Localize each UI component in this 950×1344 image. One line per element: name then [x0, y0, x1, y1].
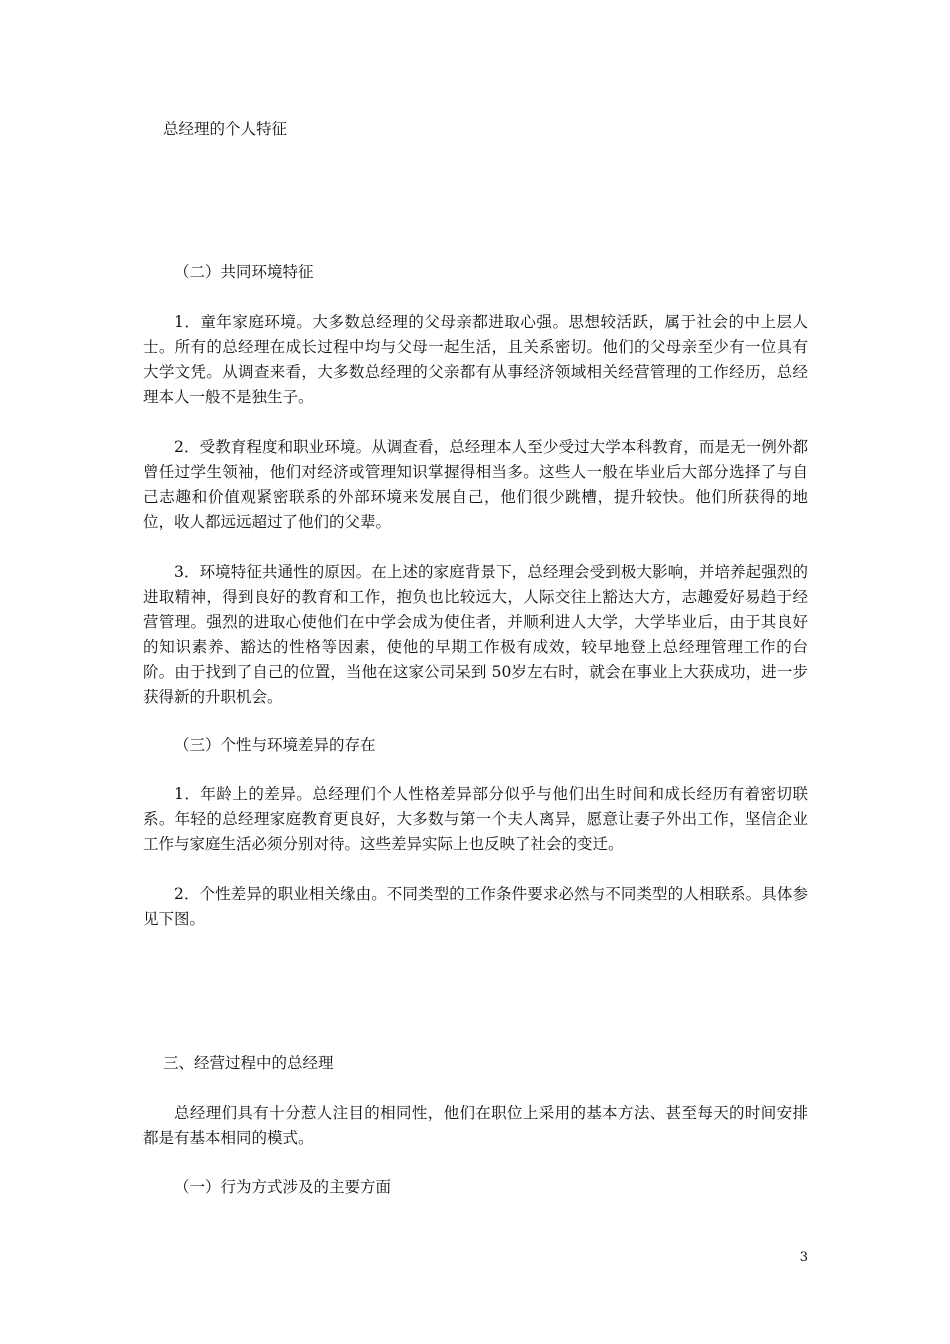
part-heading-management-process: 三、经营过程中的总经理: [163, 1054, 334, 1072]
page-number: 3: [799, 1250, 808, 1265]
section-heading-common-environment: （二）共同环境特征: [174, 263, 314, 281]
subsection-heading-behavior: （一）行为方式涉及的主要方面: [174, 1178, 392, 1196]
paragraph-education-career: 2．受教育程度和职业环境。从调查看，总经理本人至少受过大学本科教育，而是无一例外都曾任过学生领袖，他们对经济或管理知识掌握得相当多。这些人一般在毕业后大部分选择了与自己志趣和价值观紧密联系的外部环境来发展自己，他们很少跳槽，提升较快。他们所获得的地位，收人都远远超过了他们的父辈。: [143, 438, 808, 531]
paragraph-career-differences: 2．个性差异的职业相关缘由。不同类型的工作条件要求必然与不同类型的人相联系。具体参见下图。: [143, 885, 808, 928]
figure-caption: 总经理的个人特征: [163, 120, 288, 138]
paragraph-childhood-family: 1．童年家庭环境。大多数总经理的父母亲都进取心强。思想较活跃，属于社会的中上层人士。所有的总经理在成长过程中均与父母一起生活，且关系密切。他们的父母亲至少有一位具有大学文凭。从调查来看，大多数总经理的父亲都有从事经济领域相关经营管理的工作经历，总经理本人一般不是独生子。: [143, 313, 808, 406]
section-heading-differences: （三）个性与环境差异的存在: [174, 736, 376, 754]
paragraph-common-patterns: 总经理们具有十分惹人注目的相同性，他们在职位上采用的基本方法、甚至每天的时间安排都是有基本相同的模式。: [143, 1104, 808, 1147]
paragraph-environment-reasons: 3．环境特征共通性的原因。在上述的家庭背景下，总经理会受到极大影响，并培养起强烈的进取精神，得到良好的教育和工作，抱负也比较远大，人际交往上豁达大方，志趣爱好易趋于经营管理。强烈的进取心使他们在中学会成为使住者，并顺利进人大学，大学毕业后，由于其良好的知识素养、豁达的性格等因素，使他的早期工作极有成效，较早地登上总经理管理工作的台阶。由于找到了自己的位置，当他在这家公司呆到 50岁左右时，就会在事业上大获成功，进一步获得新的升职机会。: [143, 563, 808, 706]
paragraph-age-differences: 1．年龄上的差异。总经理们个人性格差异部分似乎与他们出生时间和成长经历有着密切联系。年轻的总经理家庭教育更良好，大多数与第一个夫人离异，愿意让妻子外出工作，坚信企业工作与家庭生活必须分别对待。这些差异实际上也反映了社会的变迁。: [143, 785, 808, 853]
